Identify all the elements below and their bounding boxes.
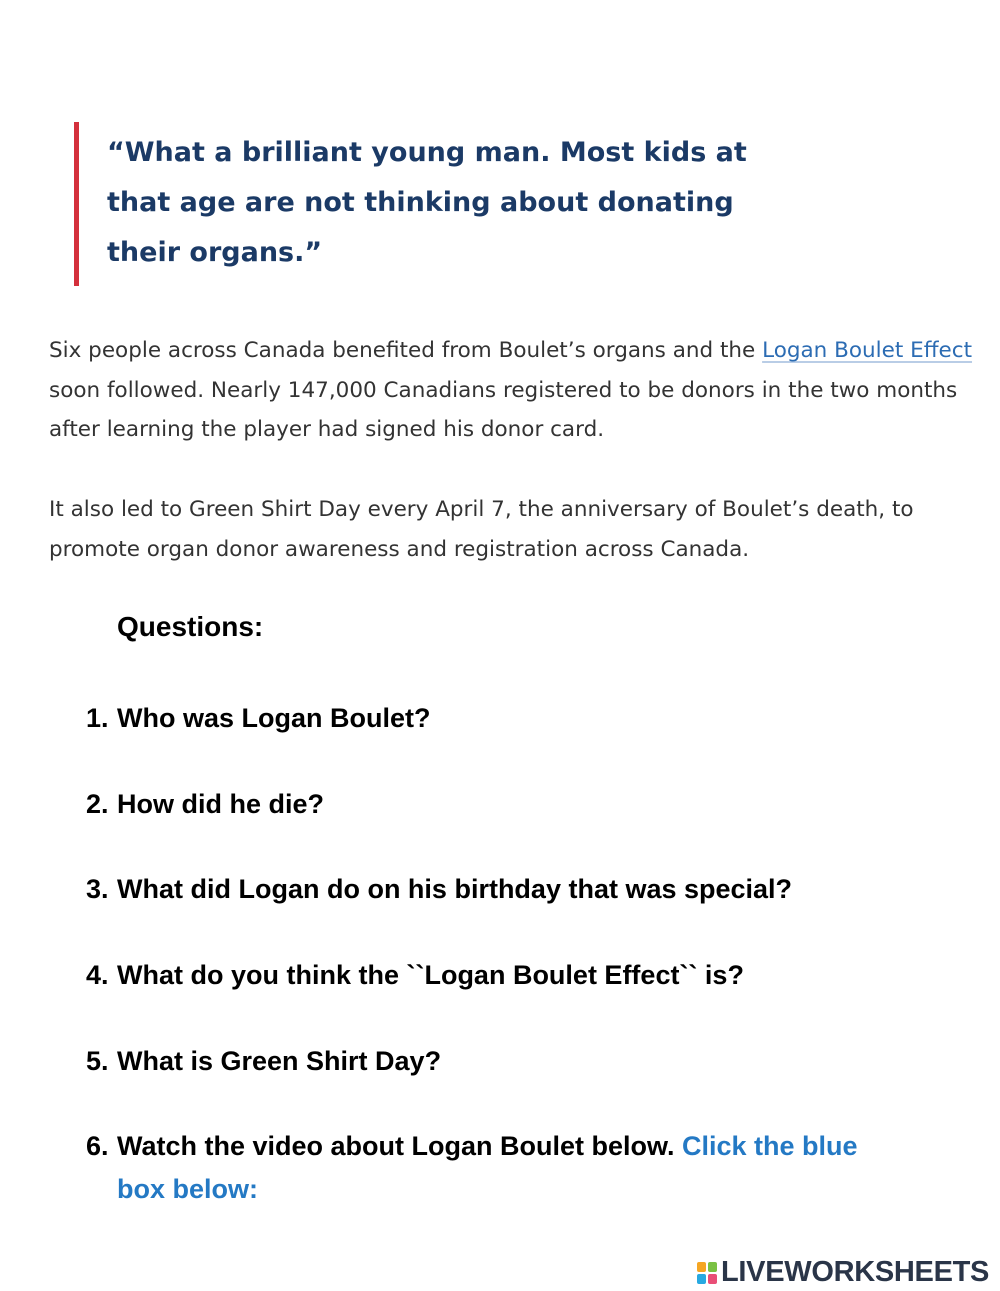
logan-boulet-effect-link[interactable]: Logan Boulet Effect <box>762 338 973 363</box>
question-item <box>86 954 866 997</box>
question-number: 2. <box>86 789 109 819</box>
paragraph-logan-effect <box>49 331 989 450</box>
quote-text: “What a brilliant young man. Most kids at that age are not thinking about donating their organs.” <box>107 137 747 268</box>
question-number: 1. <box>86 703 109 733</box>
question-text: How did he die? <box>117 789 324 819</box>
click-blue-box-link[interactable]: Click the blue box below: <box>117 1131 858 1204</box>
logo-text: LIVEWORKSHEETS <box>721 1256 990 1288</box>
pull-quote <box>74 122 774 286</box>
question-item <box>86 868 866 911</box>
logo-square <box>708 1262 717 1272</box>
question-number: 3. <box>86 874 109 904</box>
question-number: 6. <box>86 1131 109 1161</box>
question-text: Who was Logan Boulet? <box>117 703 431 733</box>
question-number: 5. <box>86 1046 109 1076</box>
question-text: What do you think the ``Logan Boulet Effect`` is? <box>117 960 744 990</box>
question-item <box>86 1040 866 1083</box>
liveworksheets-logo[interactable] <box>697 1256 989 1289</box>
question-text: What is Green Shirt Day? <box>117 1046 442 1076</box>
question-text-main: Watch the video about Logan Boulet below. <box>117 1131 682 1161</box>
logo-square <box>697 1274 706 1284</box>
liveworksheets-logo-icon <box>697 1262 717 1284</box>
question-item <box>86 1125 866 1211</box>
question-item <box>86 697 866 740</box>
logo-square <box>697 1262 706 1272</box>
question-text: What did Logan do on his birthday that was special? <box>117 874 793 904</box>
questions-heading: Questions: <box>117 611 264 642</box>
logo-square <box>708 1274 717 1284</box>
paragraph-text: Six people across Canada benefited from Boulet’s organs and the <box>49 338 763 363</box>
question-number: 4. <box>86 960 109 990</box>
question-text <box>117 1125 866 1211</box>
question-item <box>86 783 866 826</box>
paragraph-text: soon followed. Nearly 147,000 Canadians registered to be donors in the two months after learning the player had signed his donor card. <box>49 377 958 442</box>
paragraph-green-shirt-day: It also led to Green Shirt Day every April 7, the anniversary of Boulet’s death, to promote organ donor awareness and registration across Canada. <box>49 497 914 562</box>
